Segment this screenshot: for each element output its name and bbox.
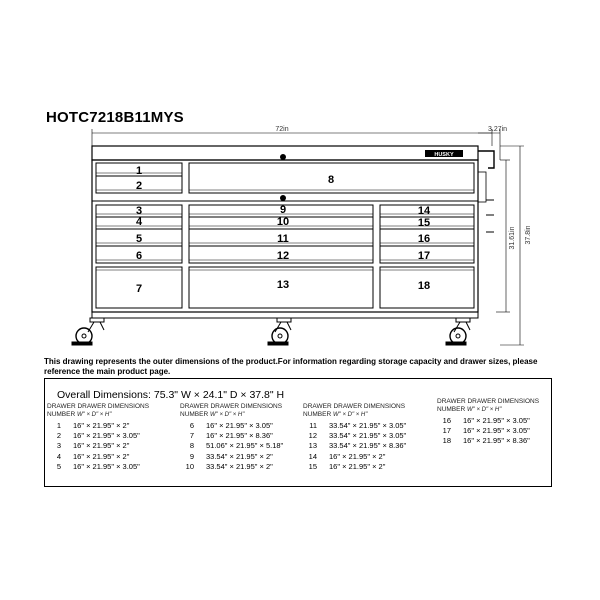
- drawer-number-3: 3: [135, 205, 143, 217]
- drawer-number-18: 18: [417, 280, 431, 292]
- drawer-number-cell: 16: [442, 416, 451, 425]
- drawer-dimension-cell: 16" × 21.95" × 3.05": [463, 416, 530, 425]
- dimension-column-2: [180, 403, 283, 472]
- drawer-number-4: 4: [135, 216, 143, 228]
- caster-left: [72, 318, 104, 345]
- drawer-number-cell: 3: [56, 441, 61, 451]
- table-row: [47, 421, 149, 431]
- drawer-number-14: 14: [417, 205, 431, 217]
- column-header: DRAWER DRAWER DIMENSIONS NUMBER W" × D" × H": [180, 403, 283, 418]
- depth-label: 3.27in: [488, 126, 508, 133]
- body-height-label: 31.61in: [509, 226, 516, 250]
- drawer-dimension-cell: 16" × 21.95" × 8.36": [206, 431, 273, 441]
- table-row: [437, 436, 539, 446]
- drawer-dimension-cell: 16" × 21.95" × 2": [73, 441, 130, 451]
- table-row: [47, 441, 149, 451]
- drawer-number-cell: 18: [442, 436, 451, 446]
- height-label: 37.8in: [525, 225, 532, 245]
- drawer-dimension-cell: 16" × 21.95" × 2": [329, 461, 386, 471]
- table-row: [180, 441, 283, 451]
- table-row: [303, 441, 406, 451]
- drawer-number-9: 9: [279, 204, 287, 216]
- table-row: [47, 431, 149, 441]
- drawer-number-cell: 13: [308, 441, 317, 451]
- drawer-dimension-cell: 16" × 21.95" × 3.05": [463, 426, 530, 436]
- drawer-dimension-cell: 16" × 21.95" × 8.36": [463, 436, 530, 446]
- drawer-dimension-cell: 51.06" × 21.95" × 5.18": [206, 441, 284, 451]
- table-row: [303, 462, 406, 472]
- drawer-number-cell: 12: [308, 431, 317, 441]
- drawer-number-15: 15: [417, 217, 431, 229]
- drawer-number-cell: 11: [309, 421, 317, 430]
- overall-dimensions: Overall Dimensions: 75.3" W × 24.1" D × 37.8" H: [57, 389, 285, 401]
- drawer-number-6: 6: [135, 250, 143, 262]
- drawer-number-cell: 15: [308, 461, 317, 471]
- drawer-dimension-cell: 33.54" × 21.95" × 8.36": [329, 441, 407, 451]
- dimension-column-1: [47, 403, 149, 472]
- dimension-column-4: [437, 398, 539, 447]
- table-row: [180, 421, 283, 431]
- table-row: [437, 426, 539, 436]
- table-row: [303, 452, 406, 462]
- drawer-number-2: 2: [135, 180, 143, 192]
- model-title: HOTC7218B11MYS: [46, 109, 184, 126]
- drawer-number-7: 7: [135, 283, 143, 295]
- drawer-dimension-cell: 33.54" × 21.95" × 2": [206, 451, 273, 461]
- width-label: 72in: [275, 126, 289, 133]
- drawer-number-cell: 2: [56, 431, 61, 441]
- table-row: [180, 462, 283, 472]
- table-row: [303, 421, 406, 431]
- drawer-dimension-cell: 16" × 21.95" × 2": [329, 451, 386, 461]
- drawer-dimension-cell: 16" × 21.95" × 3.05": [73, 461, 140, 471]
- table-row: [47, 462, 149, 472]
- drawing-note: This drawing represents the outer dimensions of the product.For information regarding storage capacity and drawer sizes, please reference the main product page.: [44, 357, 538, 376]
- side-handle: [478, 151, 494, 168]
- dimension-table: [44, 378, 552, 487]
- drawer-dimension-cell: 16" × 21.95" × 3.05": [73, 431, 140, 441]
- drawer-dimension-cell: 33.54" × 21.95" × 2": [206, 461, 273, 471]
- drawer-number-cell: 6: [189, 421, 194, 430]
- drawer-number-1: 1: [135, 165, 143, 177]
- column-header: DRAWER DRAWER DIMENSIONS NUMBER W" × D" × H": [47, 403, 150, 418]
- drawer-number-cell: 1: [56, 421, 61, 430]
- drawer-dimension-cell: 16" × 21.95" × 2": [73, 451, 130, 461]
- table-row: [180, 431, 283, 441]
- drawer-number-cell: 4: [56, 451, 61, 461]
- drawer-dimension-cell: 16" × 21.95" × 3.05": [206, 421, 273, 430]
- drawer-dimension-cell: 33.54" × 21.95" × 3.05": [329, 431, 407, 441]
- drawer-number-cell: 14: [308, 451, 317, 461]
- drawer-number-17: 17: [417, 250, 431, 262]
- drawer-number-cell: 7: [189, 431, 194, 441]
- table-row: [180, 452, 283, 462]
- drawer-dimension-cell: 16" × 21.95" × 2": [73, 421, 130, 430]
- caster-right: [446, 318, 470, 345]
- drawer-number-cell: 10: [185, 461, 194, 471]
- drawer-number-cell: 8: [189, 441, 194, 451]
- drawer-number-5: 5: [135, 233, 143, 245]
- caster-center: [268, 318, 291, 345]
- table-row: [47, 452, 149, 462]
- table-row: [437, 416, 539, 426]
- drawer-number-11: 11: [277, 233, 289, 245]
- drawer-number-8: 8: [327, 174, 335, 186]
- dimension-column-3: [303, 403, 406, 472]
- drawer-number-cell: 9: [189, 451, 194, 461]
- column-header: DRAWER DRAWER DIMENSIONS NUMBER W" × D" × H": [437, 398, 540, 413]
- husky-badge-text: HUSKY: [434, 152, 454, 158]
- table-row: [303, 431, 406, 441]
- column-header: DRAWER DRAWER DIMENSIONS NUMBER W" × D" × H": [303, 403, 406, 418]
- drawer-number-13: 13: [276, 279, 290, 291]
- drawer-number-12: 12: [276, 250, 290, 262]
- drawer-number-10: 10: [276, 216, 290, 228]
- drawer-number-cell: 5: [56, 461, 61, 471]
- drawer-number-cell: 17: [442, 426, 451, 436]
- drawer-number-16: 16: [417, 233, 431, 245]
- drawer-dimension-cell: 33.54" × 21.95" × 3.05": [329, 421, 407, 430]
